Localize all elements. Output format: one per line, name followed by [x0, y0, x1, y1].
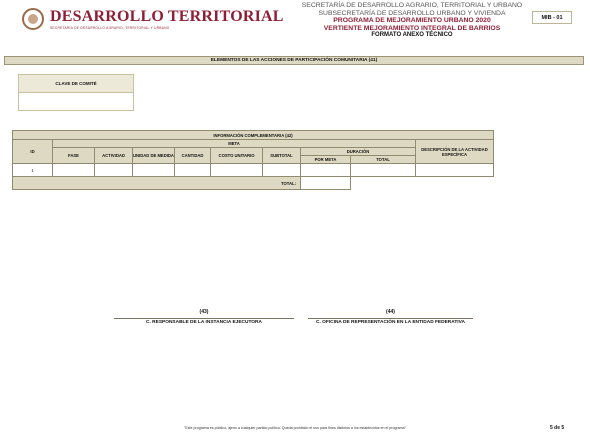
col-total: TOTAL — [351, 156, 416, 164]
informacion-complementaria-table — [12, 130, 494, 190]
row-subtotal-cell[interactable] — [263, 164, 301, 177]
row-id: 1 — [13, 164, 53, 177]
col-unidad-medida: UNIDAD DE MEDIDA — [133, 148, 175, 164]
table-row — [13, 164, 494, 177]
row-unidad-cell[interactable] — [133, 164, 175, 177]
col-fase: FASE — [53, 148, 95, 164]
col-subtotal: SUBTOTAL — [263, 148, 301, 164]
page-number: 5 de 5 — [550, 425, 565, 431]
government-seal-icon — [22, 8, 44, 30]
row-cantidad-cell[interactable] — [175, 164, 211, 177]
col-duracion: DURACIÓN — [301, 148, 416, 156]
row-actividad-cell[interactable] — [95, 164, 133, 177]
clave-comite-box — [18, 74, 134, 111]
form-code-box — [532, 11, 572, 24]
logo-subtitle: SECRETARÍA DE DESARROLLO AGRARIO, TERRITORIAL Y URBANO — [50, 26, 170, 30]
header-secretaria: SECRETARÍA DE DESARROLLO AGRARIO, TERRITORIAL Y URBANO — [301, 2, 523, 9]
signature-label-oficina: C. OFICINA DE REPRESENTACIÓN EN LA ENTIDAD FEDERATIVA — [316, 320, 465, 325]
row-por-meta-cell[interactable] — [301, 164, 351, 177]
col-meta: META — [53, 140, 416, 148]
clave-comite-field[interactable] — [19, 93, 133, 111]
signature-label-ejecutora: C. RESPONSABLE DE LA INSTANCIA EJECUTORA — [146, 320, 262, 325]
header-vertiente: VERTIENTE MEJORAMIENTO INTEGRAL DE BARRIOS — [323, 24, 501, 32]
signature-number-ejecutora: (43) — [199, 309, 209, 315]
signature-number-oficina: (44) — [386, 309, 395, 315]
row-total-cell[interactable] — [351, 164, 416, 177]
row-costo-cell[interactable] — [211, 164, 263, 177]
section-title: ELEMENTOS DE LAS ACCIONES DE PARTICIPACIÓN COMUNITARIA (41) — [4, 56, 584, 65]
form-code: MIB - 01 — [541, 14, 563, 21]
table-title: INFORMACIÓN COMPLEMENTARIA (42) — [13, 131, 494, 140]
col-por-meta: POR META — [301, 156, 351, 164]
row-descripcion-cell[interactable] — [416, 164, 494, 177]
col-cantidad: CANTIDAD — [175, 148, 211, 164]
document-header — [296, 2, 528, 40]
total-value-cell[interactable] — [301, 177, 351, 190]
logo-title: DESARROLLO TERRITORIAL — [50, 8, 284, 25]
footer-disclaimer: "Este programa es público, ajeno a cualquier partido político. Queda prohibido el uso para fines distintos a los establecidos en el programa" — [184, 426, 406, 430]
header-formato: FORMATO ANEXO TÉCNICO — [371, 32, 453, 39]
header-programa: PROGRAMA DE MEJORAMIENTO URBANO 2020 — [333, 17, 491, 25]
signature-line-ejecutora — [114, 318, 294, 319]
col-costo-unitario: COSTO UNITARIO — [211, 148, 263, 164]
header-subsecretaria: SUBSECRETARÍA DE DESARROLLO URBANO Y VIVIENDA — [318, 9, 506, 17]
clave-comite-label: CLAVE DE COMITÉ — [19, 75, 133, 93]
col-id: ID — [13, 140, 53, 164]
col-descripcion: DESCRIPCIÓN DE LA ACTIVIDAD ESPECÍFICA — [416, 140, 494, 164]
col-actividad: ACTIVIDAD — [95, 148, 133, 164]
row-fase-cell[interactable] — [53, 164, 95, 177]
total-label: TOTAL: — [13, 177, 301, 190]
signature-line-oficina — [308, 318, 473, 319]
